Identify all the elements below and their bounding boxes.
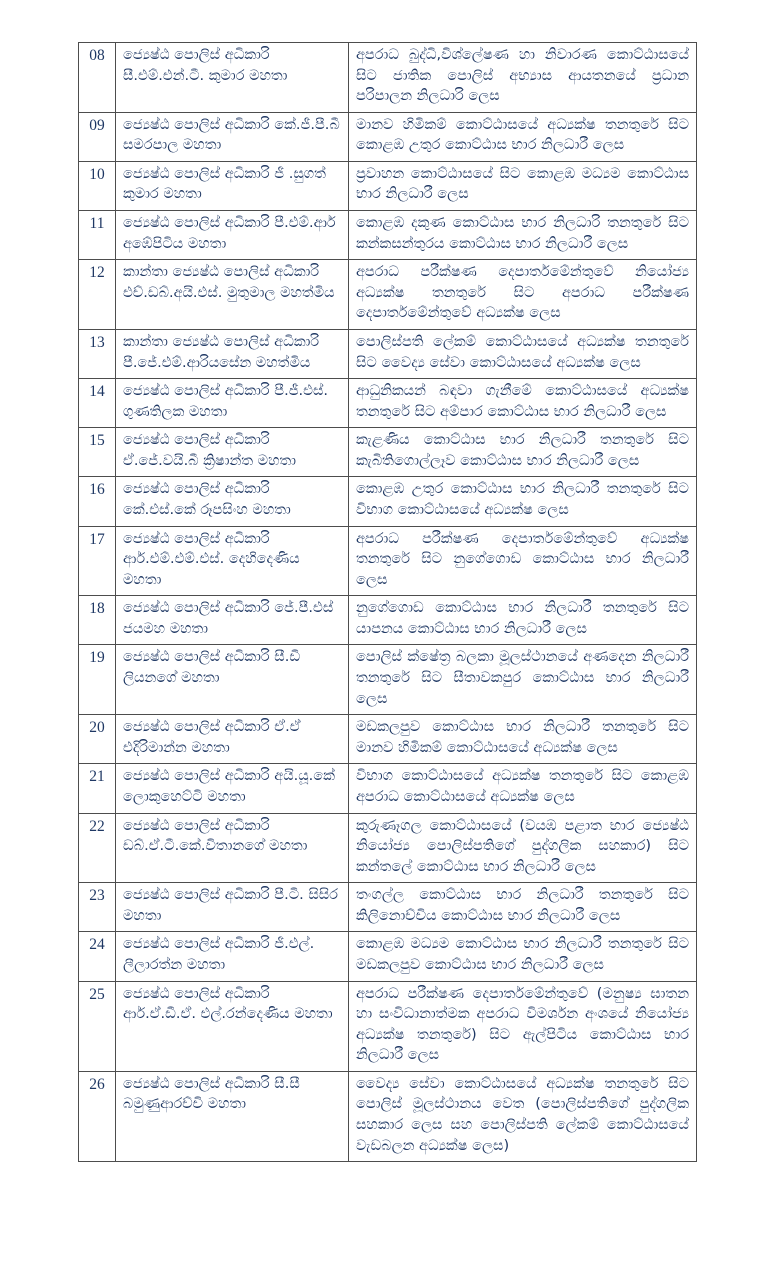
transfer-description: ආධුනිකයන් බඳවා ගැනීමේ කොට්ඨාසයේ අධ්‍යක්ෂ තනතුරේ සිට අම්පාර කොට්ඨාස භාර නිලධාරී ලෙස	[349, 379, 697, 428]
officer-name: ජ්‍යෙෂ්ඨ පොලිස් අධිකාරි ඒ.ජේ.වයි.බී ක්‍රිෂාන්ත මහතා	[116, 428, 349, 477]
transfer-description: තංගල්ල කොට්ඨාස භාර නිලධාරී තනතුරේ සිට කිලිනොච්චිය කොට්ඨාස භාර නිලධාරී ලෙස	[349, 883, 697, 932]
transfer-description: අපරාධ පරීක්ෂණ දෙපාර්තමේන්තුවේ අධ්‍යක්ෂ තනතුරේ සිට නුගේගොඩ කොට්ඨාස භාර නිලධාරී ලෙස	[349, 526, 697, 596]
transfer-description: කුරුණෑගල කොට්ඨාසයේ (වයඹ පළාත භාර ජ්‍යෙෂ්ඨ නියෝජ්‍ය පොලිස්පතිගේ පුද්ගලික සහකාර) සිට කන්තලේ කොට්ඨාස භාර නිලධාරී ලෙස	[349, 813, 697, 883]
table-row	[79, 981, 697, 1071]
officer-name: ජ්‍යෙෂ්ඨ පොලිස් අධිකාරි පී.එම්.ආර් අඹේපිටිය මහතා	[116, 211, 349, 260]
row-number: 23	[79, 883, 116, 932]
transfer-description: මඩකලපුව කොට්ඨාස භාර නිලධාරී තනතුරේ සිට මානව හිමිකම් කොට්ඨාසයේ අධ්‍යක්ෂ ලෙස	[349, 715, 697, 764]
row-number: 15	[79, 428, 116, 477]
transfer-description: අපරාධ පරීක්ෂණ දෙපාර්තමේන්තුවේ නියෝජ්‍ය අධ්‍යක්ෂ තනතුරේ සිට අපරාධ පරීක්ෂණ දෙපාර්තමේන්තුවේ අධ්‍යක්ෂ ලෙස	[349, 260, 697, 330]
transfer-description: නුගේගොඩ කොට්ඨාස භාර නිලධාරී තනතුරේ සිට යාපනය කොට්ඨාස භාර නිලධාරී ලෙස	[349, 596, 697, 645]
row-number: 25	[79, 981, 116, 1071]
transfer-description: වෛද්‍ය සේවා කොට්ඨාසයේ අධ්‍යක්ෂ තනතුරේ සිට පොලිස් මූලස්ථානය වෙත (පොලිස්පතිගේ පුද්ගලික සහකාර ලෙස සහ පොලිස්පති ලේකම් කොට්ඨාසයේ වැඩබලන අධ්‍යක්ෂ ලෙස)	[349, 1071, 697, 1161]
transfer-description: කොළඹ මධ්‍යම කොට්ඨාස භාර නිලධාරී තනතුරේ සිට මඩකලපුව කොට්ඨාස භාර නිලධාරී ලෙස	[349, 932, 697, 981]
officer-name: කාන්තා ජ්‍යෙෂ්ඨ පොලිස් අධිකාරි පී.ජේ.එම්.ආරියසේන මහත්මිය	[116, 329, 349, 378]
officer-name: ජ්‍යෙෂ්ඨ පොලිස් අධිකාරි ඩබ්.ඒ.ටී.කේ.විතානගේ මහතා	[116, 813, 349, 883]
row-number: 11	[79, 211, 116, 260]
table-row	[79, 764, 697, 813]
officer-name: ජ්‍යෙෂ්ඨ පොලිස් අධිකාරි සී.එම්.එන්.ටී. කුමාර මහතා	[116, 43, 349, 113]
officer-name: ජ්‍යෙෂ්ඨ පොලිස් අධිකාරි සී.ඩී ලියනගේ මහතා	[116, 645, 349, 715]
officer-name: ජ්‍යෙෂ්ඨ පොලිස් අධිකාරි ආර්.ඒ.ඩී.ඒ. එල්.රන්දෙණිය මහතා	[116, 981, 349, 1071]
officer-name: ජ්‍යෙෂ්ඨ පොලිස් අධිකාරි කේ.ජී.පී.බී සමරපාල මහතා	[116, 112, 349, 161]
row-number: 22	[79, 813, 116, 883]
table-row	[79, 645, 697, 715]
table-row	[79, 932, 697, 981]
table-row	[79, 883, 697, 932]
table-row	[79, 161, 697, 210]
table-row	[79, 43, 697, 113]
table-body	[79, 43, 697, 1162]
row-number: 12	[79, 260, 116, 330]
officer-name: ජ්‍යෙෂ්ඨ පොලිස් අධිකාරි පී.ජී.එස්. ගුණතිලක මහතා	[116, 379, 349, 428]
row-number: 18	[79, 596, 116, 645]
table-row	[79, 813, 697, 883]
officer-name: ජ්‍යෙෂ්ඨ පොලිස් අධිකාරි ආර්.එම්.එම්.එස්. දෙහිදෙණිය මහතා	[116, 526, 349, 596]
officer-name: කාන්තා ජ්‍යෙෂ්ඨ පොලිස් අධිකාරි එච්.ඩබ්.අයි.එස්. මුතුමාල මහත්මිය	[116, 260, 349, 330]
table-row	[79, 211, 697, 260]
officer-name: ජ්‍යෙෂ්ඨ පොලිස් අධිකාරි ජේ.පී.එස් ජයමහ මහතා	[116, 596, 349, 645]
row-number: 20	[79, 715, 116, 764]
row-number: 21	[79, 764, 116, 813]
officer-name: ජ්‍යෙෂ්ඨ පොලිස් අධිකාරි ජී .සුගත් කුමාර මහතා	[116, 161, 349, 210]
officer-name: ජ්‍යෙෂ්ඨ පොලිස් අධිකාරි අයි.යූ.කේ ලොකුහෙට්ටි මහතා	[116, 764, 349, 813]
table-row	[79, 260, 697, 330]
transfer-description: කොළඹ දකුණ කොට්ඨාස භාර නිලධාරි තනතුරේ සිට කන්කසන්තුරය කොට්ඨාස භාර නිලධාරී ලෙස	[349, 211, 697, 260]
table-row	[79, 428, 697, 477]
officer-name: ජ්‍යෙෂ්ඨ පොලිස් අධිකාරි සී.සී බමුණුආරච්චි මහතා	[116, 1071, 349, 1161]
officer-name: ජ්‍යෙෂ්ඨ පොලිස් අධිකාරි ඒ.ඒ එදිරිමාන්න මහතා	[116, 715, 349, 764]
police-transfer-table	[78, 42, 697, 1162]
transfer-description: විභාග කොට්ඨාසයේ අධ්‍යක්ෂ තනතුරේ සිට කොළඹ අපරාධ කොට්ඨාසයේ අධ්‍යක්ෂ ලෙස	[349, 764, 697, 813]
transfer-description: පොලිස්පති ලේකම් කොට්ඨාසයේ අධ්‍යක්ෂ තනතුරේ සිට වෛද්‍ය සේවා කොට්ඨාසයේ අධ්‍යක්ෂ ලෙස	[349, 329, 697, 378]
row-number: 10	[79, 161, 116, 210]
row-number: 09	[79, 112, 116, 161]
row-number: 26	[79, 1071, 116, 1161]
row-number: 14	[79, 379, 116, 428]
transfer-description: අපරාධ පරීක්ෂණ දෙපාර්තමේන්තුවේ (මනුෂ්‍ය ඝාතන හා සංවිධානාත්මක අපරාධ විමර්ශන අංශයේ නියෝජ්‍ය අධ්‍යක්ෂ තනතුරේ) සිට ඇල්පිටිය කොට්ඨාස භාර නිලධාරී ලෙස	[349, 981, 697, 1071]
officer-name: ජ්‍යෙෂ්ඨ පොලිස් අධිකාරි පී.ටී. සිසිර මහතා	[116, 883, 349, 932]
officer-name: ජ්‍යෙෂ්ඨ පොලිස් අධිකාරි කේ.එස්.කේ රූපසිංහ මහතා	[116, 477, 349, 526]
transfer-description: පොලිස් ක්ෂේත්‍ර බලකා මූලස්ථානයේ අණදෙන නිලධාරී තනතුරේ සිට සීතාවකපුර කොට්ඨාස භාර නිලධාරී ලෙස	[349, 645, 697, 715]
row-number: 08	[79, 43, 116, 113]
table-row	[79, 379, 697, 428]
table-row	[79, 329, 697, 378]
row-number: 16	[79, 477, 116, 526]
table-row	[79, 477, 697, 526]
table-row	[79, 715, 697, 764]
row-number: 24	[79, 932, 116, 981]
table-row	[79, 1071, 697, 1161]
transfer-description: කැළණිය කොට්ඨාස භාර නිලධාරී තනතුරේ සිට කැබිතිගොල්ලෑව කොට්ඨාස භාර නිලධාරී ලෙස	[349, 428, 697, 477]
transfer-description: මානව හිමිකම් කොට්ඨාසයේ අධ්‍යක්ෂ තනතුරේ සිට කොළඹ උතුර කොට්ඨාස භාර නිලධාරී ලෙස	[349, 112, 697, 161]
transfer-description: ප්‍රවාහන කොට්ඨාසයේ සිට කොළඹ මධ්‍යම කොට්ඨාස භාර නිලධාරී ලෙස	[349, 161, 697, 210]
officer-name: ජ්‍යෙෂ්ඨ පොලිස් අධිකාරි ජී.එල්. ලීලාරත්න මහතා	[116, 932, 349, 981]
table-row	[79, 596, 697, 645]
table-row	[79, 526, 697, 596]
row-number: 19	[79, 645, 116, 715]
table-row	[79, 112, 697, 161]
transfer-description: අපරාධ බුද්ධි,විශ්ලේෂණ හා නිවාරණ කොට්ඨාසයේ සිට ජාතික පොලිස් අභ්‍යාස ආයතනයේ ප්‍රධාන පරිපාලන නිලධාරි ලෙස	[349, 43, 697, 113]
row-number: 17	[79, 526, 116, 596]
transfer-description: කොළඹ උතුර කොට්ඨාස භාර නිලධාරී තනතුරේ සිට විභාග කොට්ඨාසයේ අධ්‍යක්ෂ ලෙස	[349, 477, 697, 526]
row-number: 13	[79, 329, 116, 378]
